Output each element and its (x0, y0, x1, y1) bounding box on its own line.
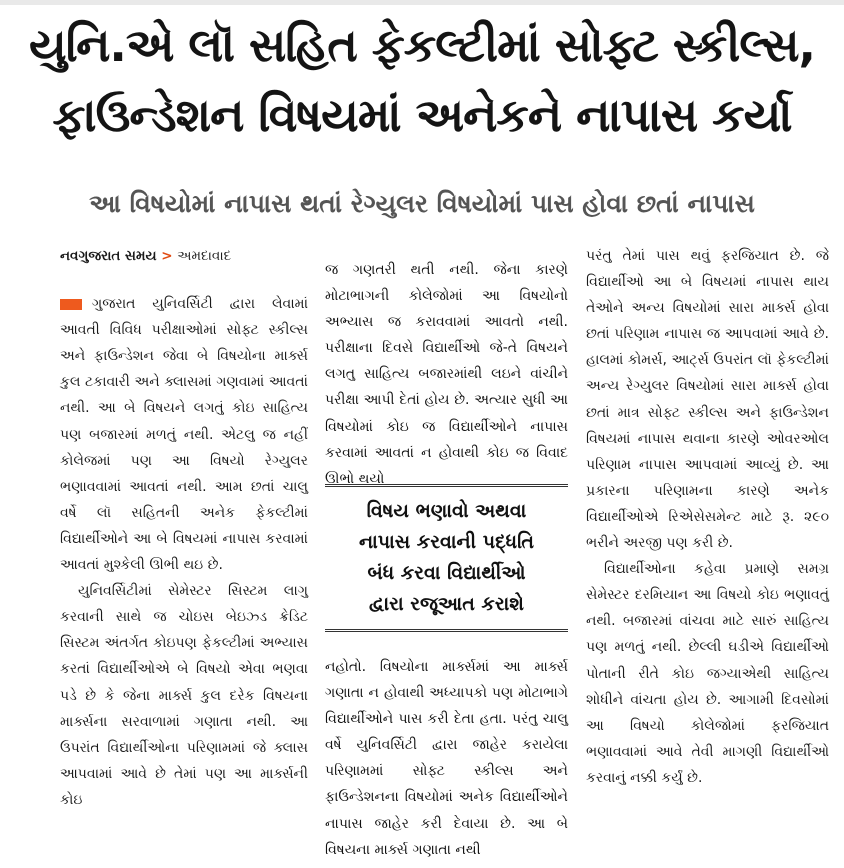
pullquote-line-3: બંધ કરવા વિદ્યાર્થીઓ (367, 562, 526, 584)
article-column-2-top (325, 243, 568, 487)
byline-city: અમદાવાદ (177, 248, 232, 264)
byline (60, 243, 308, 269)
article-paragraph-2-continued: જ ગણતરી થતી નથી. જેના કારણે મોટાભાગની કોલેજોમાં આ વિષયોનો અભ્યાસ જ કરાવવામાં આવતો નથી. પરીક્ષાના દિવસે વિદ્યાર્થીઓ જે-તે વિષયને લગતુ સાહિત્ય બજારમાંથી લઇને વાંચીને પરીક્ષા આપી દેતાં હોય છે. અત્યાર સુધી આ વિષયોમાં કોઇ જ વિદ્યાર્થીઓને નાપાસ કરવામાં આવતાં ન હોવાથી કોઇ જ વિવાદ ઊભો થયો (325, 262, 568, 487)
pullquote-box (325, 484, 568, 632)
article-paragraph-3: પરંતુ તેમાં પાસ થવું ફરજિયાત છે. જે વિદ્યાર્થીઓ આ બે વિષયમાં નાપાસ થાય તેઓને અન્ય વિષયોમાં સારા માર્ક્સ હોવા છતાં પરિણામ નાપાસ જ આપવામાં આવે છે. હાલમાં કોમર્સ, આર્ટ્સ ઉપરાંત લૉ ફેકલ્ટીમાં અન્ય રેગ્યુલર વિષયોમાં સારા માર્ક્સ હોવા છતાં માત્ર સોફ્ટ સ્કીલ્સ અને ફાઉન્ડેશન વિષયમાં નાપાસ થવાના કારણે ઓવરઓલ પરિણામ નાપાસ આપવામાં આવ્યું છે. આ પ્રકારના પરિણામના કારણે અનેક વિદ્યાર્થીઓએ રિએસેસમેન્ટ માટે રૂ. ૨૯૦ ભરીને અરજી પણ કરી છે. (586, 248, 829, 552)
article-column-2-bottom (325, 640, 568, 865)
article-paragraph-1 (60, 291, 308, 578)
article-column-3 (586, 243, 829, 863)
subheadline: આ વિષયોમાં નાપાસ થતાં રેગ્યુલર વિષયોમાં પાસ હોવા છતાં નાપાસ (89, 189, 755, 218)
pullquote-line-1: વિષય ભણાવો અથવા (366, 500, 527, 522)
article-column-1 (60, 243, 308, 863)
paragraph-marker (60, 299, 82, 310)
pullquote-line-2: નાપાસ કરવાની પદ્ધતિ (359, 531, 534, 553)
article-paragraph-2-end: નહોતો. વિષયોના માર્ક્સમાં આ માર્ક્સ ગણાતા ન હોવાથી અધ્યાપકો પણ મોટાભાગે વિદ્યાર્થીઓને પાસ કરી દેતા હતા. પરંતુ ચાલુ વર્ષે યુનિવર્સિટી દ્વારા જાહેર કરાયેલા પરિણામમાં સોફ્ટ સ્કીલ્સ અને ફાઉન્ડેશનના વિષયોમાં અનેક વિદ્યાર્થીઓને નાપાસ જાહેર કરી દેવાયા છે. આ બે વિષયના માર્ક્સ ગણાતા નથી (325, 659, 568, 858)
pullquote-line-4: દ્વારા રજૂઆત કરાશે (369, 593, 524, 615)
headline-line-2: ફાઉન્ડેશન વિષયમાં અનેકને નાપાસ કર્યા (52, 88, 792, 142)
article-paragraph-1-text: ગુજરાત યુનિવર્સિટી દ્વારા લેવામાં આવતી વિવિધ પરીક્ષાઓમાં સોફ્ટ સ્કીલ્સ અને ફાઉન્ડેશન જેવા બે વિષયોના માર્ક્સ કુલ ટકાવારી અને ક્લાસમાં ગણવામાં આવતાં નથી. આ બે વિષયને લગતું કોઇ સાહિત્ય પણ બજારમાં મળતું નથી. એટલુ જ નહીં કોલેજમાં પણ આ વિષયો રેગ્યુલર ભણાવવામાં આવતાં નથી. આમ છતાં ચાલુ વર્ષે લૉ સહિતની અનેક ફેકલ્ટીમાં વિદ્યાર્થીઓને આ બે વિષયમાં નાપાસ કરવામાં આવતાં મુશ્કેલી ઊભી થઇ છે. (60, 296, 308, 574)
byline-arrow: > (161, 248, 173, 264)
article-paragraph-4: વિદ્યાર્થીઓના કહેવા પ્રમાણે સમગ્ર સેમેસ્ટર દરમિયાન આ વિષયો કોઇ ભણાવતું નથી. બજારમાં વાંચવા માટે સારું સાહિત્ય પણ મળતું નથી. છેલ્લી ઘડીએ વિદ્યાર્થીઓ પોતાની રીતે કોઇ જગ્યાએથી સાહિત્ય શોધીને વાંચતા હોય છે. આગામી દિવસોમાં આ વિષયો કોલેજોમાં ફરજિયાત ભણાવવામાં આવે તેવી માગણી વિદ્યાર્થીઓ કરવાનું નક્કી કર્યું છે. (586, 561, 829, 786)
article-paragraph-2: યુનિવર્સિટીમાં સેમેસ્ટર સિસ્ટમ લાગુ કરવાની સાથે જ ચોઇસ બેઇઝ્ડ ક્રેડિટ સિસ્ટમ અંતર્ગત કોઇપણ ફેકલ્ટીમાં અભ્યાસ કરતાં વિદ્યાર્થીઓએ બે વિષયો એવા ભણવા પડે છે કે જેના માર્ક્સ કુલ દરેક વિષયના માર્ક્સના સરવાળામાં ગણાતા નથી. આ ઉપરાંત વિદ્યાર્થીઓના પરિણામમાં જે ક્લાસ આપવામાં આવે છે તેમાં પણ આ માર્ક્સની કોઇ (60, 583, 308, 808)
top-strip (0, 0, 844, 5)
headline-line-1: યુનિ.એ લૉ સહિત ફેકલ્ટીમાં સોફ્ટ સ્કીલ્સ, (29, 18, 815, 72)
byline-source: નવગુજરાત સમય (60, 248, 157, 264)
